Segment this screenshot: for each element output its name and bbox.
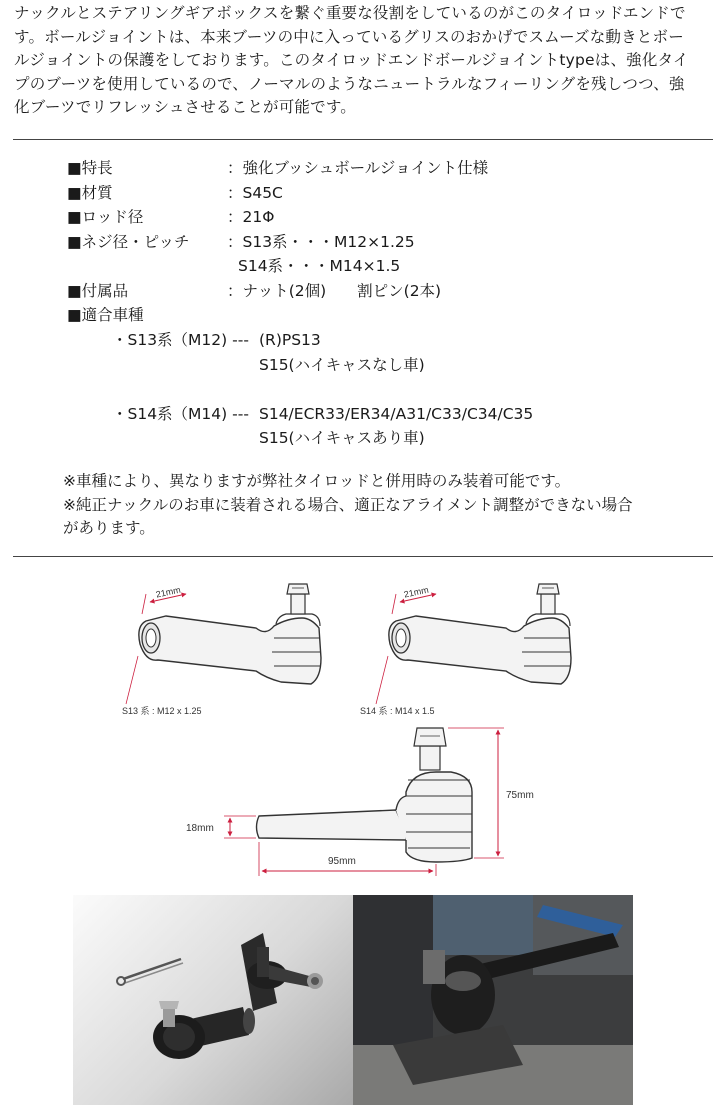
s13-thread-dim-label: 21mm — [154, 584, 182, 600]
rod-dimension — [186, 816, 256, 838]
installed-undercarriage-illustration — [353, 895, 633, 1105]
product-parts-illustration — [73, 895, 353, 1105]
intro-line: プのブーツを使用しているので、ノーマルのようなニュートラルなフィーリングを残しつつ、強 — [14, 74, 685, 93]
application-model: S14/ECR33/ER34/A31/C33/C34/C35 — [259, 404, 534, 423]
spec-value: ：S13系・・・M12×1.25 — [227, 232, 415, 251]
s14-tie-rod-end — [389, 584, 571, 684]
cotter-pin — [117, 959, 183, 985]
application-model: (R)PS13 — [259, 331, 321, 349]
rod-dim-label: 18mm — [186, 823, 214, 834]
s13-caption: S13 系 : M12 x 1.25 — [122, 706, 202, 716]
application-series: ・S14系（M14) --- — [112, 404, 249, 423]
height-dim-label: 75mm — [506, 790, 534, 801]
note-line: ※車種により、異なりますが弊社タイロッドと併用時のみ装着可能です。 — [63, 472, 571, 490]
intro-paragraph — [14, 2, 714, 120]
s14-thread-dim-label: 21mm — [402, 584, 430, 600]
spec-label: ■ロッド径 — [67, 208, 144, 226]
intro-line: す。ボールジョイントは、本来ブーツの中に入っているグリスのおかげでスムーズな動きとボー — [14, 27, 684, 46]
application-model: S15(ハイキャスなし車) — [259, 355, 425, 374]
intro-line: 化ブーツでリフレッシュさせることが可能です。 — [14, 98, 356, 116]
application-model: S15(ハイキャスあり車) — [259, 429, 425, 447]
spec-value: ：強化ブッシュボールジョイント仕様 — [227, 159, 489, 177]
product-photo — [73, 895, 353, 1105]
side-view-tie-rod-end — [257, 728, 473, 862]
s14-caption: S14 系 : M14 x 1.5 — [360, 706, 435, 716]
spec-value: S14系・・・M14×1.5 — [238, 257, 401, 275]
intro-line: ルジョイントの保護をしております。このタイロッドエンドボールジョイントtypeは、強化タイ — [14, 51, 689, 69]
spec-value: ：ナット(2個) 割ピン(2本) — [227, 281, 442, 300]
divider-top — [13, 139, 713, 140]
spec-label: ■特長 — [67, 159, 113, 177]
tie-rod-end-upper — [241, 933, 323, 1011]
note-line: ※純正ナックルのお車に装着される場合、適正なアライメント調整ができない場合 — [63, 495, 633, 514]
tie-rod-end-lower — [153, 1001, 255, 1059]
notes — [63, 470, 633, 541]
spec-label: ■ネジ径・ピッチ — [67, 232, 190, 251]
spec-label: ■材質 — [67, 183, 113, 202]
dimension-diagram — [106, 566, 596, 886]
installation-photo — [353, 895, 633, 1105]
spec-value: ：21Φ — [227, 208, 275, 226]
spec-label: ■付属品 — [67, 281, 129, 300]
length-dim-label: 95mm — [328, 856, 356, 867]
note-line: があります。 — [63, 519, 155, 537]
spec-value: ：S45C — [227, 183, 283, 202]
s13-tie-rod-end — [139, 584, 321, 684]
spec-label: ■適合車種 — [67, 306, 144, 324]
divider-bottom — [13, 556, 713, 557]
application-series: ・S13系（M12) --- — [112, 331, 249, 349]
intro-line: ナックルとステアリングギアボックスを繋ぐ重要な役割をしているのがこのタイロッドエンドで — [14, 4, 686, 22]
